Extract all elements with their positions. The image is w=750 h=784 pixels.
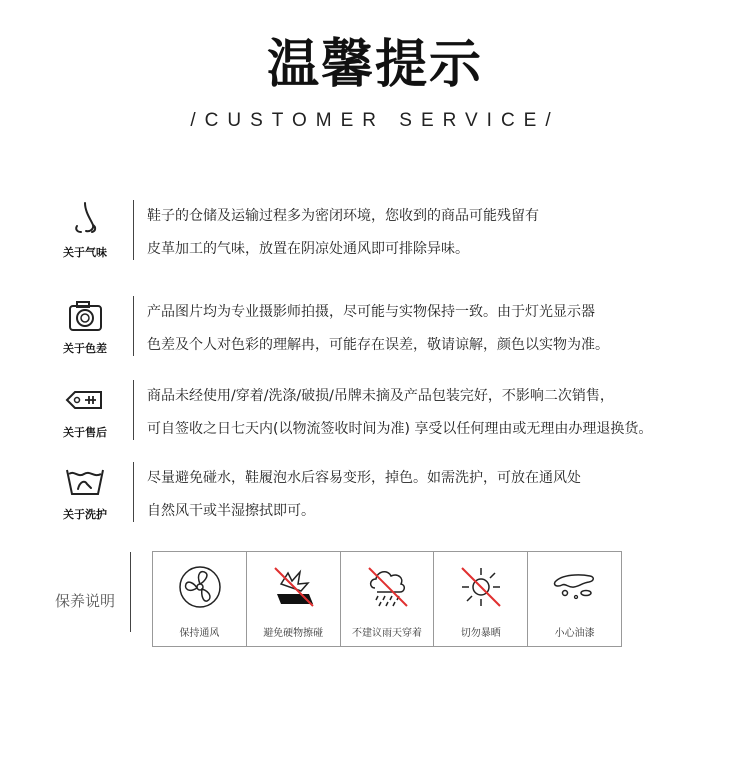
no-rain-icon bbox=[363, 562, 413, 612]
notice-line: 皮革加工的气味，放置在阴凉处通风即可排除异味。 bbox=[147, 241, 469, 257]
care-label: 保养说明 bbox=[55, 592, 116, 610]
notice-line: 色差及个人对色彩的理解冉，可能存在误差，敬请谅解，颜色以实物为准。 bbox=[147, 337, 609, 353]
divider bbox=[133, 200, 134, 260]
notice-line: 可自签收之日七天内(以物流签收时间为准) 享受以任何理由或无理由办理退换货。 bbox=[147, 421, 653, 437]
notice-label: 关于售后 bbox=[63, 426, 107, 439]
divider bbox=[130, 552, 131, 632]
divider bbox=[133, 380, 134, 440]
notice-aftersales bbox=[40, 380, 740, 450]
notice-text bbox=[147, 296, 747, 362]
fan-icon bbox=[175, 562, 225, 612]
care-item-paint bbox=[528, 552, 621, 646]
notice-washing bbox=[40, 462, 740, 532]
paint-icon bbox=[550, 562, 600, 612]
notice-line: 尽量避免碰水，鞋履泡水后容易变形，掉色。如需洗护，可放在通风处 bbox=[147, 470, 581, 486]
tag-icon bbox=[50, 380, 120, 430]
notice-text bbox=[147, 462, 747, 528]
care-item-ventilate bbox=[153, 552, 247, 646]
notice-text bbox=[147, 200, 747, 266]
notice-label: 关于色差 bbox=[63, 342, 107, 355]
care-item-no-sun bbox=[434, 552, 528, 646]
notice-label: 关于洗护 bbox=[63, 508, 107, 521]
notice-line: 产品图片均为专业摄影师拍摄，尽可能与实物保持一致。由于灯光显示器 bbox=[147, 304, 595, 320]
care-icon-table bbox=[152, 551, 622, 647]
care-caption: 不建议雨天穿着 bbox=[351, 628, 422, 639]
page-title: 温馨提示 bbox=[266, 35, 483, 95]
no-sun-icon bbox=[456, 562, 506, 612]
nose-icon bbox=[50, 200, 120, 250]
care-caption: 小心油漆 bbox=[554, 628, 595, 639]
wash-icon bbox=[50, 462, 120, 512]
care-item-no-rain bbox=[341, 552, 435, 646]
camera-icon bbox=[50, 296, 120, 346]
notice-line: 鞋子的仓储及运输过程多为密闭环境，您收到的商品可能残留有 bbox=[147, 208, 539, 224]
notice-line: 商品未经使用/穿着/洗涤/破损/吊牌未摘及产品包装完好，不影响二次销售， bbox=[147, 388, 614, 404]
page-subtitle: /CUSTOMER SERVICE/ bbox=[190, 110, 560, 131]
divider bbox=[133, 296, 134, 356]
care-caption: 避免硬物擦碰 bbox=[263, 628, 324, 639]
notice-text bbox=[147, 380, 747, 446]
notice-smell bbox=[40, 200, 740, 270]
care-item-no-hard-object bbox=[247, 552, 341, 646]
care-caption: 切勿暴晒 bbox=[460, 628, 501, 639]
notice-color bbox=[40, 296, 740, 366]
divider bbox=[133, 462, 134, 522]
notice-line: 自然风干或半湿擦拭即可。 bbox=[147, 503, 315, 519]
care-caption: 保持通风 bbox=[179, 628, 220, 639]
no-hard-object-icon bbox=[269, 562, 319, 612]
notice-label: 关于气味 bbox=[63, 246, 107, 259]
